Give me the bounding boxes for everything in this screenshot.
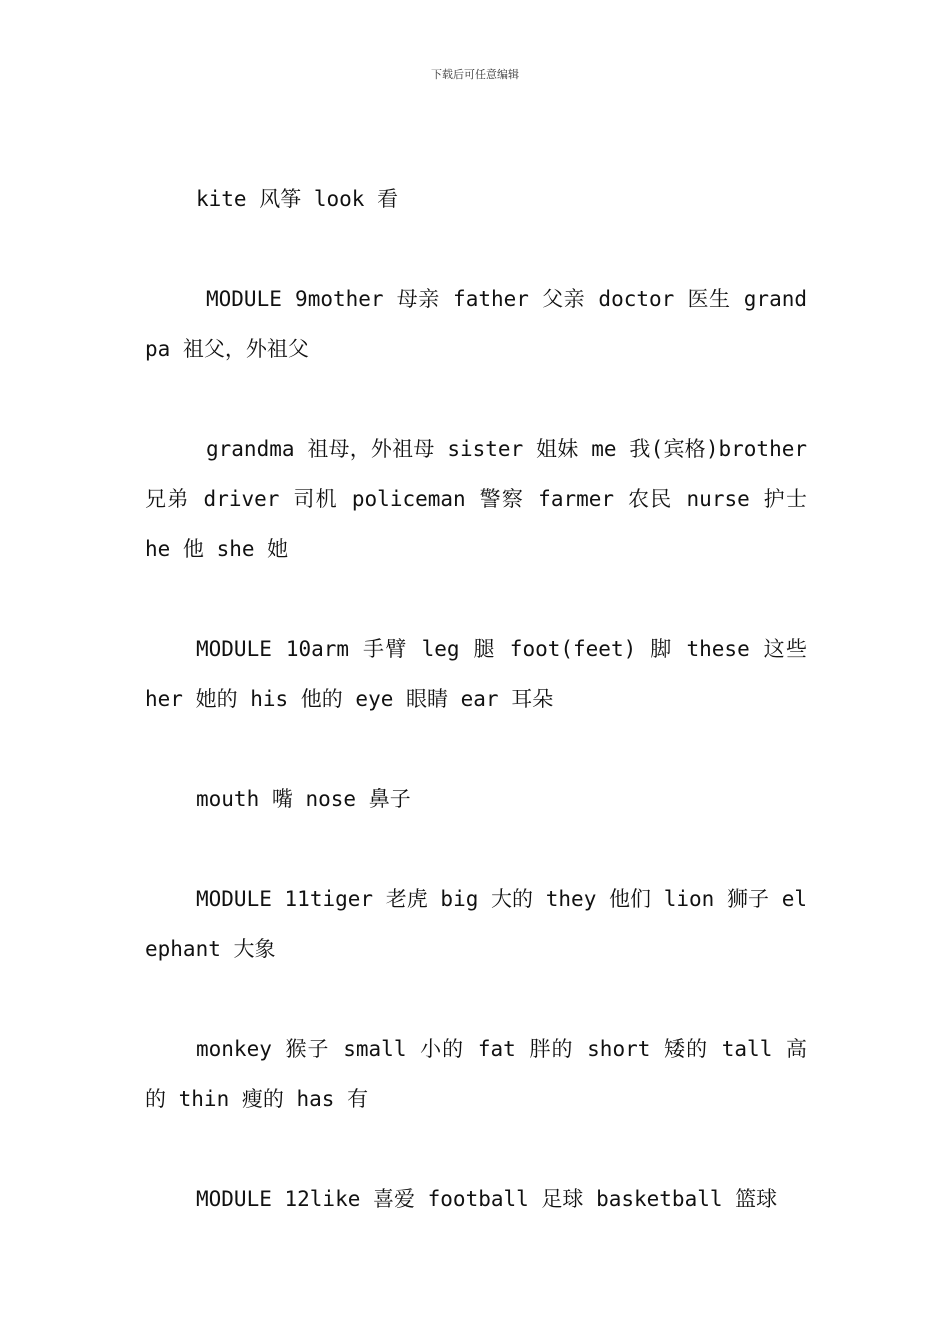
paragraph-module-11: MODULE 11tiger 老虎 big 大的 they 他们 lion 狮子 elephant 大象: [145, 887, 807, 961]
paragraph-module-9: MODULE 9mother 母亲 father 父亲 doctor 医生 grandpa 祖父，外祖父: [145, 287, 807, 361]
paragraph-monkey: monkey 猴子 small 小的 fat 胖的 short 矮的 tall 高的 thin 瘦的 has 有: [145, 1037, 807, 1111]
paragraph-mouth: mouth 嘴 nose 鼻子: [196, 787, 411, 811]
paragraph-module-12: MODULE 12like 喜爱 football 足球 basketball 篮球: [196, 1187, 778, 1211]
document-body: [145, 174, 807, 1274]
page-header: 下载后可任意编辑: [431, 68, 519, 81]
paragraph-kite: kite 风筝 look 看: [196, 187, 399, 211]
paragraph-grandma: grandma 祖母，外祖母 sister 姐妹 me 我(宾格)brother 兄弟 driver 司机 policeman 警察 farmer 农民 nurse 护士 he 他 she 她: [145, 437, 807, 561]
paragraph-module-10: MODULE 10arm 手臂 leg 腿 foot(feet) 脚 these 这些 her 她的 his 他的 eye 眼睛 ear 耳朵: [145, 637, 807, 711]
